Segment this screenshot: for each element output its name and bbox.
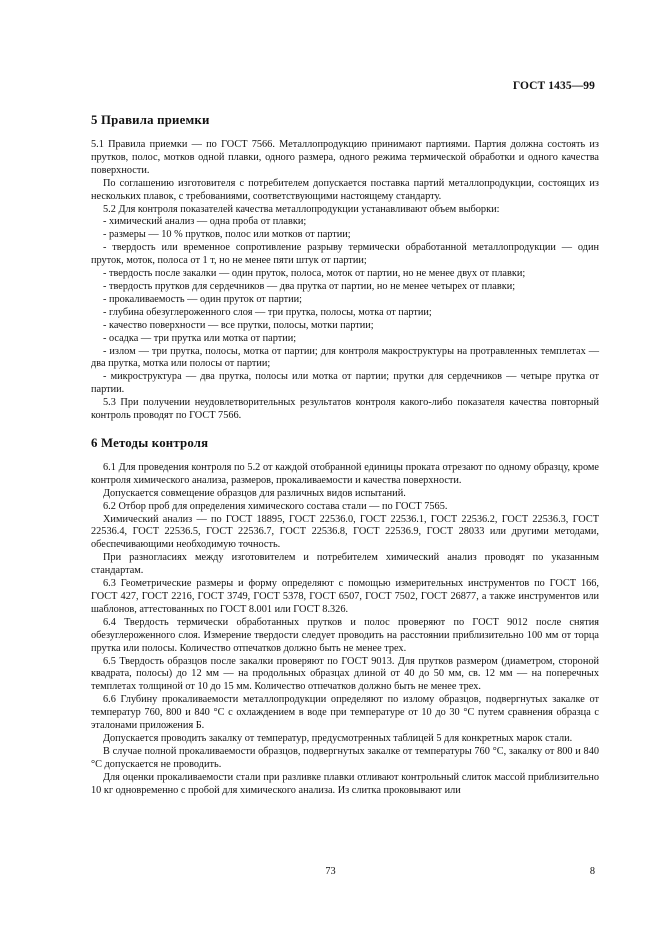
list-item: - глубина обезуглероженного слоя — три прутка, полосы, мотка от партии; bbox=[103, 306, 432, 318]
paragraph-6-1: 6.1 Для проведения контроля по 5.2 от каждой отобранной единицы проката отрезают по одному образцу, кроме контроля химического анализа, размеров, прокаливаемости и качества поверхности. bbox=[91, 461, 599, 486]
page-number-center: 73 bbox=[325, 866, 336, 877]
list-item: - твердость после закалки — один пруток, полоса, моток от партии, но не менее двух от плавки; bbox=[103, 268, 526, 280]
list-item: - химический анализ — одна проба от плавки; bbox=[103, 216, 307, 228]
list-item: - твердость прутков для сердечников — два прутка от партии, но не менее четырех от плавки; bbox=[103, 280, 516, 292]
standard-code-header: ГОСТ 1435—99 bbox=[512, 80, 595, 92]
list-item: - осадка — три прутка или мотка от партии; bbox=[103, 332, 297, 344]
section-6-body bbox=[91, 462, 599, 798]
list-item: - микроструктура — два прутка, полосы или мотка от партии; прутки для сердечников — четыре прутка от партии. bbox=[91, 371, 599, 396]
paragraph: При разногласиях между изготовителем и потребителем химический анализ проводят по указанным стандартам. bbox=[91, 552, 599, 577]
paragraph: Для оценки прокаливаемости стали при разливке плавки отливают контрольный слиток массой приблизительно 10 кг одновременно с пробой для химического анализа. Из слитка проковывают или bbox=[91, 771, 599, 796]
list-item: - излом — три прутка, полосы, мотка от партии; для контроля макроструктуры на протравленных темплетах — два прутка, мотка или полосы от партии; bbox=[91, 345, 599, 370]
list-item: - качество поверхности — все прутки, полосы, мотки партии; bbox=[103, 319, 374, 331]
paragraph-5-1: 5.1 Правила приемки — по ГОСТ 7566. Металлопродукцию принимают партиями. Партия должна состоять из прутков, полос, мотков одной плавки, одного размера, одного режима термической обработки и одного качества поверхности. bbox=[91, 139, 599, 176]
page-number-right: 8 bbox=[589, 866, 595, 877]
paragraph-6-2: 6.2 Отбор проб для определения химического состава стали — по ГОСТ 7565. bbox=[103, 500, 448, 512]
list-item: - прокаливаемость — один пруток от партии; bbox=[103, 293, 302, 305]
section-5-heading: 5 Правила приемки bbox=[91, 113, 210, 127]
list-item: - твердость или временное сопротивление разрыву термически обработанной металлопродукции — один пруток, моток, полоса от 1 т, но не менее пяти штук от партии; bbox=[91, 242, 599, 267]
document-body bbox=[91, 113, 599, 798]
section-6-heading: 6 Методы контроля bbox=[91, 435, 209, 450]
paragraph: Химический анализ — по ГОСТ 18895, ГОСТ 22536.0, ГОСТ 22536.1, ГОСТ 22536.2, ГОСТ 22536.3, ГОСТ 22536.4, ГОСТ 22536.5, ГОСТ 22536.7, ГОСТ 22536.8, ГОСТ 22536.9, ГОСТ 28033 или другими методами, обеспечивающими необходимую точность. bbox=[91, 513, 599, 551]
paragraph: В случае полной прокаливаемости образцов, подвергнутых закалке от температуры 760 °С, закалку от 800 и 840 °С допускается не проводить. bbox=[91, 745, 599, 770]
paragraph: По соглашению изготовителя с потребителем допускается поставка партий металлопродукции, состоящих из нескольких плавок, с требованиями, соответствующими настоящему стандарту. bbox=[91, 177, 599, 202]
paragraph-6-5: 6.5 Твердость образцов после закалки проверяют по ГОСТ 9013. Для прутков размером (диаметром, стороной квадрата, полосы) до 12 мм — на продольных образцах длиной от 40 до 50 мм, св. 12 мм — на поперечных темплетах толщиной от 10 до 15 мм. Количество отпечатков должно быть не менее трех. bbox=[91, 655, 599, 693]
paragraph-5-3: 5.3 При получении неудовлетворительных результатов контроля какого-либо показателя качества повторный контроль проводят по ГОСТ 7566. bbox=[91, 397, 599, 422]
paragraph-6-3: 6.3 Геометрические размеры и форму определяют с помощью измерительных инструментов по ГОСТ 166, ГОСТ 427, ГОСТ 2216, ГОСТ 3749, ГОСТ 5378, ГОСТ 6507, ГОСТ 7502, ГОСТ 26877, а также инструментов или шаблонов, аттестованных по ГОСТ 8.001 или ГОСТ 8.326. bbox=[91, 578, 599, 615]
section-5-body bbox=[91, 139, 599, 423]
paragraph-6-4: 6.4 Твердость термически обработанных прутков и полос проверяют по ГОСТ 9012 после снятия обезуглероженного слоя. Измерение твердости следует проводить на расстоянии приблизительно 100 мм от торца прутка или полосы. Количество отпечатков должно быть не менее трех. bbox=[91, 616, 599, 654]
paragraph-6-6: 6.6 Глубину прокаливаемости металлопродукции определяют по излому образцов, подвергнутых закалке от температур 760, 800 и 840 °С с охлаждением в воде при температуре от 10 до 30 °С путем сравнения образца с эталонами приложения Б. bbox=[91, 694, 599, 732]
paragraph-5-2: 5.2 Для контроля показателей качества металлопродукции устанавливают объем выборки: bbox=[103, 203, 500, 215]
list-item: - размеры — 10 % прутков, полос или мотков от партии; bbox=[103, 229, 351, 241]
paragraph: Допускается совмещение образцов для различных видов испытаний. bbox=[103, 487, 406, 499]
paragraph: Допускается проводить закалку от температур, предусмотренных таблицей 5 для конкретных марок стали. bbox=[103, 732, 573, 744]
